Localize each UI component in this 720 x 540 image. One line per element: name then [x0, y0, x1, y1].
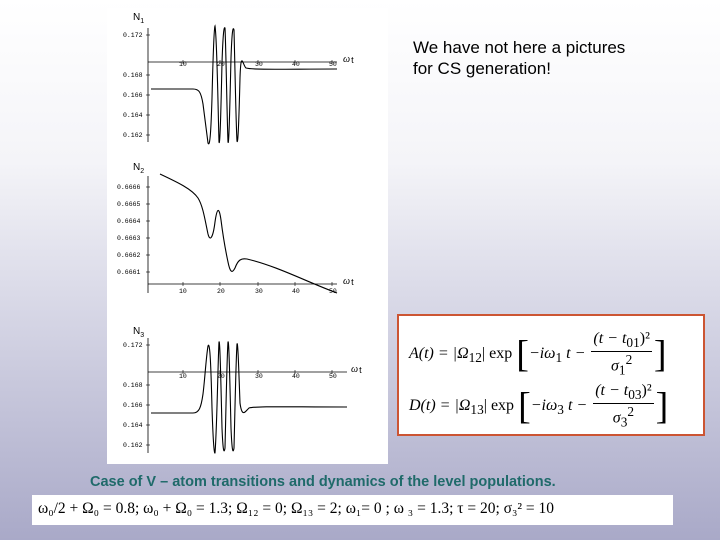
- y-tick: 0.172: [123, 32, 143, 39]
- x-tick: 20: [217, 288, 225, 295]
- plot-n3-curve: [151, 342, 347, 453]
- population-plots-figure: [107, 8, 388, 464]
- plot-n1: [123, 12, 354, 144]
- plot-n2-x-label: ωt: [343, 276, 354, 287]
- x-tick: 20: [217, 373, 225, 380]
- y-tick: 0.162: [123, 132, 143, 139]
- figure-caption: Case of V – atom transitions and dynamics of the level populations.: [90, 474, 556, 490]
- x-tick: 50: [329, 373, 337, 380]
- y-tick: 0.6665: [117, 201, 141, 208]
- formula-box: [397, 314, 705, 436]
- y-tick: 0.6664: [117, 218, 141, 225]
- formula-d: $D(t) = |\Omega_{13}|$ $\exp [-i\omega_3$ t − $\frac{(t - t_{03})^2}{\sigma_3^2}$ ]: [409, 382, 669, 430]
- y-tick: 0.6666: [117, 184, 141, 191]
- y-tick: 0.164: [123, 112, 143, 119]
- x-tick: 10: [179, 288, 187, 295]
- y-tick: 0.168: [123, 72, 143, 79]
- x-tick: 30: [255, 61, 263, 68]
- plot-n2-curve: [160, 174, 337, 293]
- plot-n3-x-label: ωt: [351, 364, 362, 375]
- y-tick: 0.166: [123, 402, 143, 409]
- plot-n1-x-label: ωt: [343, 54, 354, 65]
- x-tick: 40: [292, 288, 300, 295]
- x-tick: 10: [179, 61, 187, 68]
- plot-n2-y-ticks: [117, 184, 141, 276]
- y-tick: 0.172: [123, 342, 143, 349]
- plot-n2-label: $N_2$: [133, 162, 145, 175]
- y-tick: 0.168: [123, 382, 143, 389]
- slide-heading: We have not here a pictures for CS generation!: [413, 38, 626, 78]
- x-tick: 10: [179, 373, 187, 380]
- plot-n3-y-ticks: [123, 342, 143, 449]
- plot-n2: [117, 162, 354, 295]
- plot-n1-y-ticks: [123, 32, 143, 139]
- plot-n1-label: $N_1$: [133, 12, 145, 25]
- x-tick: 30: [255, 373, 263, 380]
- x-tick: 20: [217, 61, 225, 68]
- plot-n3-label: $N_3$: [133, 326, 145, 339]
- plot-n3-x-ticks: [179, 373, 337, 380]
- plots-panel: [107, 8, 388, 464]
- plot-n1-curve: [151, 26, 337, 144]
- y-tick: 0.166: [123, 92, 143, 99]
- y-tick: 0.6662: [117, 252, 141, 259]
- y-tick: 0.164: [123, 422, 143, 429]
- x-tick: 30: [255, 288, 263, 295]
- plot-n3: [123, 326, 362, 453]
- x-tick: 40: [292, 61, 300, 68]
- plot-n2-x-ticks: [179, 288, 337, 295]
- x-tick: 40: [292, 373, 300, 380]
- formula-a: $A(t) = |\Omega_{12}|$ $\exp [-i\omega_1$ t − $\frac{(t - t_{01})^2}{\sigma_1^2}$ ]: [409, 330, 667, 378]
- y-tick: 0.162: [123, 442, 143, 449]
- plot-n3-tick-marks: [146, 345, 332, 445]
- plot-n2-tick-marks: [146, 187, 332, 286]
- x-tick: 50: [329, 288, 337, 295]
- y-tick: 0.6661: [117, 269, 141, 276]
- y-tick: 0.6663: [117, 235, 141, 242]
- x-tick: 50: [329, 61, 337, 68]
- parameters-strip: ω₀/2 + Ω₀ = 0.8; ω₀ + Ω₀ = 1.3; Ω₁₂ = 0; Ω₁₃ = 2; ω₁= 0 ; ω ₃ = 1.3; τ = 20; σ₃² = 10: [32, 495, 673, 525]
